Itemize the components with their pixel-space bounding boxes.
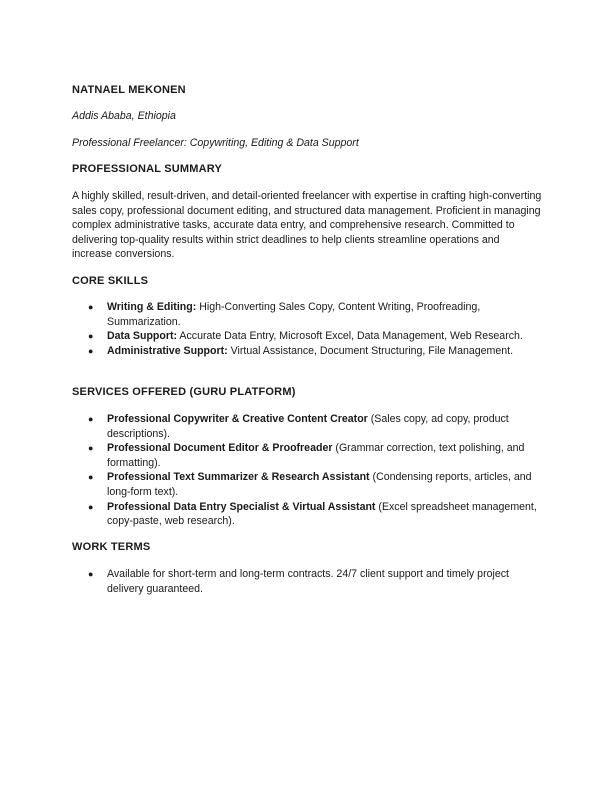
- bullet-icon: ●: [88, 345, 94, 356]
- bullet-icon: ●: [88, 569, 94, 579]
- bullet-icon: ●: [88, 414, 94, 424]
- service-text: (Sales copy, ad copy, product descriptions).: [107, 413, 509, 440]
- terms-text: Available for short-term and long-term contracts. 24/7 client support and timely project delivery guaranteed.: [107, 568, 509, 595]
- service-label: Professional Data Entry Specialist & Virtual Assistant: [107, 500, 376, 513]
- service-text: (Condensing reports, articles, and long-form text).: [107, 471, 532, 498]
- section-title-terms: WORK TERMS: [72, 541, 151, 553]
- service-text: (Excel spreadsheet management, copy-paste, web research).: [107, 500, 537, 528]
- list-item: [72, 500, 540, 529]
- list-item: [72, 567, 540, 596]
- bullet-icon: ●: [88, 501, 94, 512]
- candidate-location: Addis Ababa, Ethiopia: [72, 110, 176, 122]
- service-label: Professional Text Summarizer & Research Assistant: [107, 471, 370, 484]
- list-item: [72, 441, 540, 470]
- terms-list: [72, 567, 540, 596]
- list-item: [72, 329, 540, 344]
- bullet-icon: ●: [88, 331, 94, 342]
- section-title-services: SERVICES OFFERED (GURU PLATFORM): [72, 386, 296, 398]
- list-item: [72, 300, 540, 329]
- service-label: Professional Document Editor & Proofreader: [107, 442, 333, 455]
- list-item: [72, 344, 540, 359]
- list-item: [72, 470, 540, 499]
- skills-list: [72, 300, 540, 358]
- section-title-summary: PROFESSIONAL SUMMARY: [72, 163, 223, 175]
- service-label: Professional Copywriter & Creative Content Creator: [107, 413, 368, 425]
- skill-label: Writing & Editing:: [107, 301, 197, 313]
- skill-text: Virtual Assistance, Document Structuring, File Management.: [227, 344, 514, 357]
- service-text: (Grammar correction, text polishing, and formatting).: [107, 442, 525, 469]
- summary-paragraph: A highly skilled, result-driven, and detail-oriented freelancer with expertise in crafting high-converting sales copy, professional document editing, and structured data management. Proficient in managing complex administrative tasks, accurate data entry, and comprehensive research. Committed to delivering top-quality results within strict deadlines to help clients streamline operations and increase conversions.: [72, 190, 542, 261]
- section-title-skills: CORE SKILLS: [72, 275, 149, 287]
- bullet-icon: ●: [88, 443, 94, 454]
- skill-label: Data Support:: [107, 330, 178, 343]
- services-list: [72, 412, 540, 529]
- bullet-icon: ●: [88, 302, 94, 312]
- bullet-icon: ●: [88, 472, 94, 483]
- skill-text: High-Converting Sales Copy, Content Writing, Proofreading, Summarization.: [107, 301, 481, 328]
- candidate-name: NATNAEL MEKONEN: [72, 84, 186, 96]
- list-item: [72, 412, 540, 441]
- skill-label: Administrative Support:: [107, 344, 228, 357]
- candidate-headline: Professional Freelancer: Copywriting, Editing & Data Support: [72, 137, 359, 149]
- skill-text: Accurate Data Entry, Microsoft Excel, Data Management, Web Research.: [177, 330, 523, 343]
